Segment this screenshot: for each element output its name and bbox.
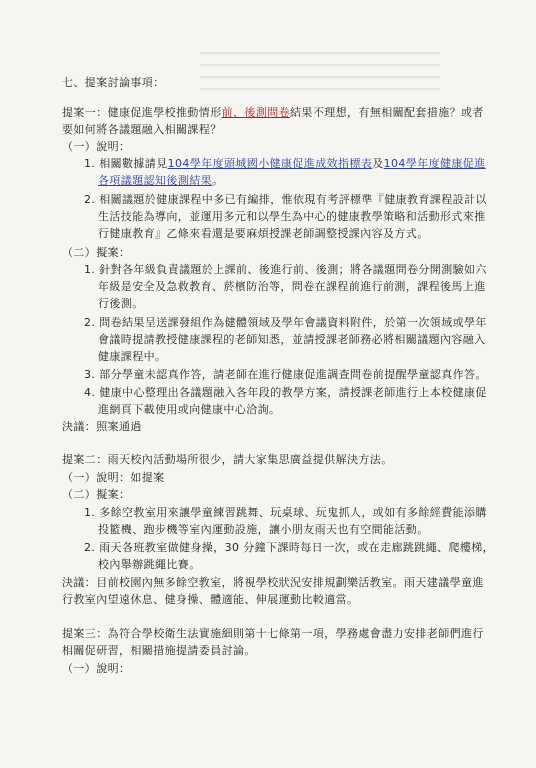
proposal2-prop-line2: 投籃機、跑步機等室內運動設施，讓小朋友雨天也有空間能活動。 — [98, 523, 429, 536]
exp1-pre: 1. 相關數據請見 — [84, 157, 168, 170]
proposal1-exp2-line3: 行健康教育』乙條來看還是要麻煩授課老師調整授課內容及方式。 — [98, 227, 429, 240]
exp1-end: 。 — [212, 174, 224, 187]
proposal1-prop-line2: 年級是安全及急救教育、菸檳防治等，問卷在課程前進行前測，課程後馬上進 — [98, 280, 486, 293]
proposal1-exp2-line2: 生活技能為導向，並運用多元和以學生為中心的健康教學策略和活動形式來推 — [98, 210, 486, 223]
indicator-table-link[interactable]: 104學年度頭城國小健康促進成效指標表 — [167, 157, 373, 170]
proposal2-prop-line1: 1. 多餘空教室用來讓學童練習跳舞、玩桌球、玩鬼抓人，或如有多餘經費能添購 — [84, 506, 487, 519]
proposal1-prop-line1: 1. 針對各年級負責議題於上課前、後進行前、後測；將各議題問卷分開測驗如六 — [84, 263, 487, 276]
proposal1-title-highlight[interactable]: 前、後測問卷 — [221, 106, 291, 119]
proposal2-resolution-line2: 行教室內望遠休息、健身操、體適能、伸展運動比較適當。 — [62, 593, 359, 606]
proposal1-explanation-label: （一）說明： — [62, 140, 131, 153]
proposal1-prop-line7: 3. 部分學童未認真作答，請老師在進行健康促進調查問卷前提醒學童認真作答。 — [84, 368, 487, 381]
proposal1-title-line2: 要如何將各議題融入相關課程？ — [62, 123, 222, 136]
section-heading: 七、提案討論事項： — [62, 76, 165, 89]
exp1-mid: 及 — [372, 157, 384, 170]
proposal1-resolution: 決議：照案通過 — [62, 420, 142, 433]
posttest-result-link-a[interactable]: 104學年度健康促進 — [383, 157, 486, 170]
proposal1-title — [62, 106, 484, 120]
proposal2-prop-line3: 2. 雨天各班教室做健身操，30 分鐘下課時每日一次，或在走廊跳跳繩、爬樓梯， — [84, 541, 495, 554]
proposal1-prop-line5: 會議時提請教授健康課程的老師知悉，並請授課老師務必將相關議題內容融入 — [98, 333, 486, 346]
proposal1-prop-line6: 健康課程中。 — [98, 350, 167, 363]
proposal1-title-pre: 提案一：健康促進學校推動情形 — [62, 106, 222, 119]
proposal2-resolution-line1: 決議：目前校園內無多餘空教室，將視學校狀況安排規劃樂活教室。雨天建議學童進 — [62, 576, 484, 589]
proposal1-exp1-line2 — [98, 174, 223, 188]
posttest-result-link-b[interactable]: 各項議題認知後測結果 — [98, 174, 212, 187]
proposal3-title-line2: 相關促研習，相關措施提請委員討論。 — [62, 644, 256, 657]
proposal1-prop-line8: 4. 健康中心整理出各議題融入各年段的教學方案，請授課老師進行上本校健康促 — [84, 386, 487, 399]
proposal1-proposal-label: （二）擬案： — [62, 246, 131, 259]
proposal3-title-line1: 提案三：為符合學校衛生法實施細則第十七條第一項，學務處會盡力安排老師們進行 — [62, 627, 484, 640]
proposal1-exp1 — [84, 157, 486, 171]
proposal1-title-post: 結果不理想，有無相關配套措施？或者 — [290, 106, 484, 119]
proposal2-explanation: （一）說明：如提案 — [62, 471, 165, 484]
proposal2-title: 提案二：雨天校內活動場所很少，請大家集思廣益提供解決方法。 — [62, 453, 393, 466]
proposal2-proposal-label: （二）擬案： — [62, 488, 131, 501]
proposal1-prop-line9: 進網頁下載使用或向健康中心洽詢。 — [98, 403, 281, 416]
proposal3-explanation-label: （一）說明： — [62, 662, 131, 675]
proposal1-prop-line4: 2. 問卷結果呈送課發組作為健體領域及學年會議資料附件，於第一次領域或學年 — [84, 316, 487, 329]
proposal1-exp2-line1: 2. 相關議題於健康課程中多已有編排，惟依現有考評標準『健康教育課程設計以 — [84, 193, 487, 206]
bleed-through-shadow — [200, 42, 440, 112]
proposal2-prop-line4: 校內舉辦跳繩比賽。 — [98, 558, 201, 571]
proposal1-prop-line3: 行後測。 — [98, 297, 144, 310]
